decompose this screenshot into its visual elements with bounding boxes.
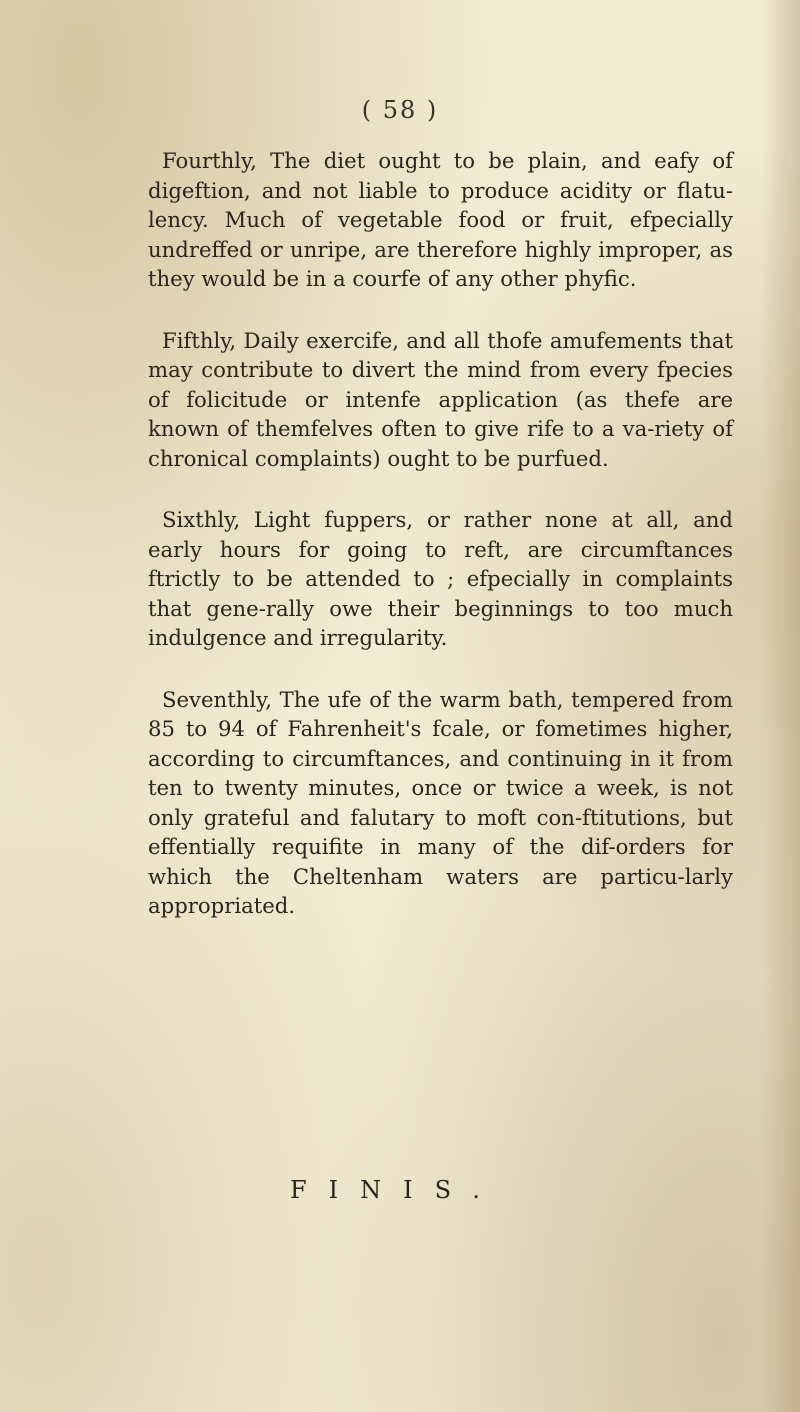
paragraph-fourthly: Fourthly, The diet ought to be plain, and eafy of digeftion, and not liable to produce acidity or flatu-lency. Much of vegetable food or fruit, efpecially undreffed or unripe, are therefore highly improper, as they would be in a courfe of any other phyfic. [148, 148, 733, 291]
page-number: ( 58 ) [361, 96, 439, 124]
page-body [148, 146, 733, 953]
paragraph-seventhly: Seventhly, The ufe of the warm bath, tempered from 85 to 94 of Fahrenheit's fcale, or fometimes higher, according to circumftances, and continuing in it from ten to twenty minutes, once or twice a week, is not only grateful and falutary to moft con-ftitutions, but effentially requifite in many of the dif-orders for which the Cheltenham waters are particu-larly appropriated. [148, 686, 733, 918]
finis-heading: FINIS. [290, 1176, 502, 1204]
paragraph-sixthly: Sixthly, Light fuppers, or rather none at all, and early hours for going to reft, are circumftances ftrictly to be attended to ; efpecially in complaints that gene-rally owe their beginnings to too much indulgence and irregularity. [148, 507, 733, 650]
page-edge-shadow [760, 0, 800, 1412]
paragraph-fifthly: Fifthly, Daily exercife, and all thofe amufements that may contribute to divert the mind from every fpecies of folicitude or intenfe application (as thefe are known of themfelves often to give rife to a va-riety of chronical complaints) ought to be purfued. [148, 327, 733, 471]
